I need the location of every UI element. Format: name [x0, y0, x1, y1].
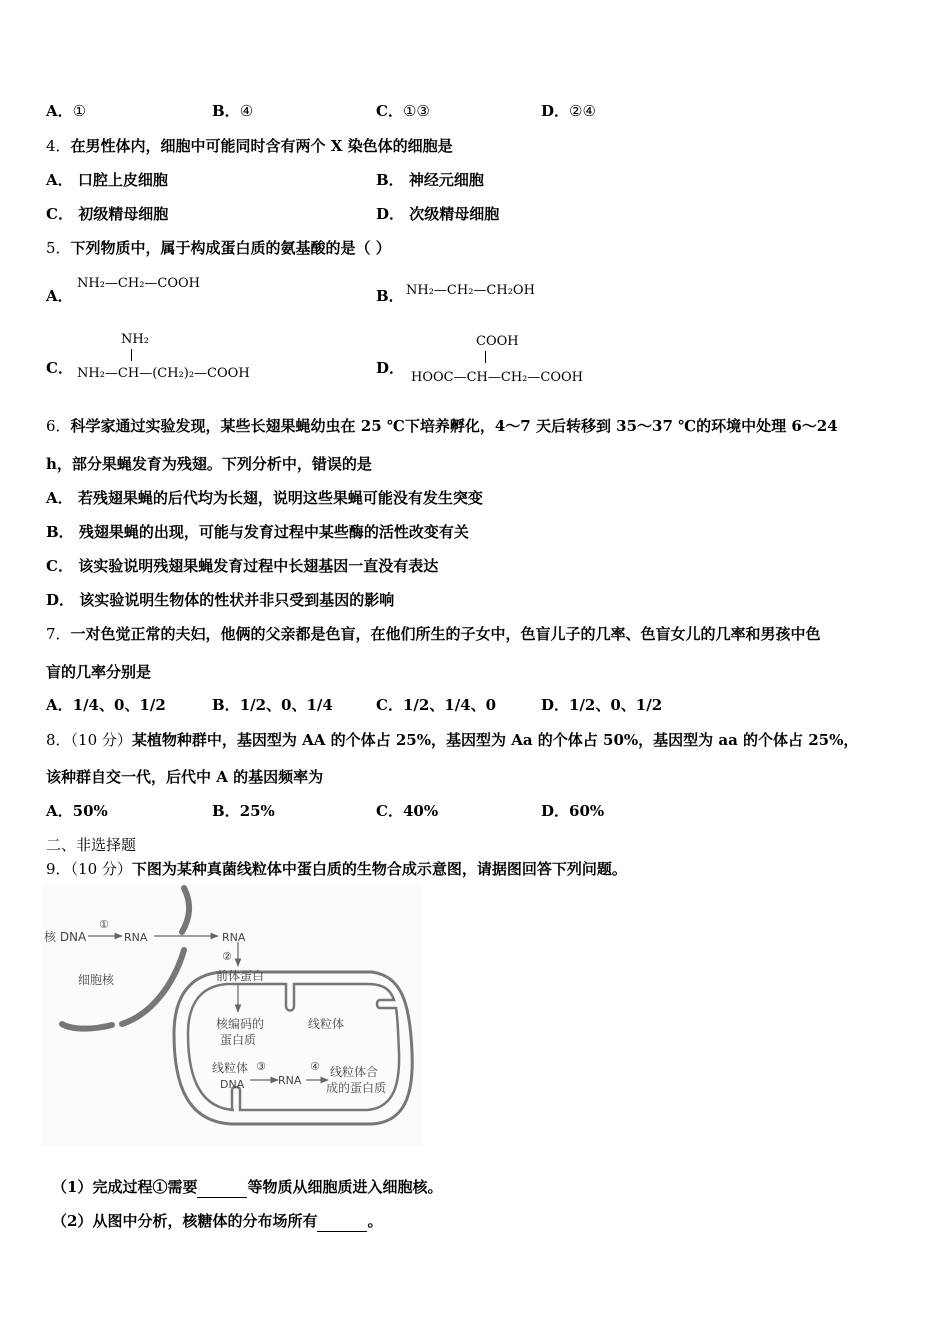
q4-option-b: B． 神经元细胞: [376, 171, 484, 189]
step4-label: ④: [310, 1060, 320, 1073]
rna2-label: RNA: [222, 931, 246, 944]
q6-option-d: D． 该实验说明生物体的性状并非只受到基因的影响: [46, 591, 395, 609]
step2-label: ②: [222, 950, 232, 963]
q9-sub2: （2）从图中分析，核糖体的分布场所有 。: [52, 1212, 383, 1230]
nuclear-coded-label-1: 核编码的: [216, 1017, 265, 1031]
q5-option-a-label: A．: [46, 287, 73, 305]
q5-stem: 5．下列物质中，属于构成蛋白质的氨基酸的是（ ）: [46, 239, 391, 257]
q5-option-d-top: COOH: [476, 334, 519, 349]
mitochondrion-label: 线粒体: [308, 1017, 345, 1031]
q4-option-a: A． 口腔上皮细胞: [46, 171, 168, 189]
q9-stem: 9．（10 分）下图为某种真菌线粒体中蛋白质的生物合成示意图，请据图回答下列问题。: [46, 860, 627, 878]
mito-protein-label-1: 线粒体合: [330, 1065, 379, 1079]
nucleus-label: 细胞核: [78, 973, 115, 987]
q6-stem-line1: 6．科学家通过实验发现，某些长翅果蝇幼虫在 25 ℃下培养孵化，4～7 天后转移到 35～37 ℃的环境中处理 6～24: [46, 417, 838, 435]
q5-option-d-label: D．: [376, 359, 405, 377]
section-title: 二、非选择题: [46, 836, 137, 854]
q6-stem-line2: h，部分果蝇发育为残翅。下列分析中，错误的是: [46, 455, 372, 473]
q9-sub1: （1）完成过程①需要 等物质从细胞质进入细胞核。: [52, 1178, 443, 1196]
q5-option-c-top: NH₂: [121, 332, 149, 347]
mito-protein-label-2: 成的蛋白质: [326, 1081, 387, 1095]
q4-option-d: D． 次级精母细胞: [376, 205, 500, 223]
mito-dna-label-2: DNA: [220, 1078, 245, 1091]
q8-stem-line1: 8．（10 分）某植物种群中，基因型为 AA 的个体占 25%，基因型为 Aa 的个体占 50%，基因型为 aa 的个体占 25%，: [46, 731, 859, 749]
q3-option-d: D．②④: [541, 102, 596, 120]
q5-option-c-bond: [131, 349, 132, 361]
q6-option-c: C． 该实验说明残翅果蝇发育过程中长翅基因一直没有表达: [46, 557, 439, 575]
q9-sub1-blank[interactable]: [197, 1177, 247, 1198]
q5-option-b-formula: NH₂—CH₂—CH₂OH: [406, 283, 535, 298]
step3-label: ③: [256, 1060, 266, 1073]
q3-option-b: B．④: [212, 102, 254, 120]
q7-stem-line1: 7．一对色觉正常的夫妇，他俩的父亲都是色盲，在他们所生的子女中，色盲儿子的几率、色盲女儿的几率和男孩中色: [46, 625, 821, 643]
q5-option-c-formula: NH₂—CH—(CH₂)₂—COOH: [77, 366, 250, 381]
q8-option-c: C．40%: [376, 802, 439, 820]
q4-option-c: C． 初级精母细胞: [46, 205, 169, 223]
rna3-label: RNA: [278, 1074, 302, 1087]
step1-label: ①: [99, 918, 109, 931]
q6-option-b: B． 残翅果蝇的出现，可能与发育过程中某些酶的活性改变有关: [46, 523, 469, 541]
mitochondria-protein-diagram: [42, 884, 422, 1146]
q7-option-a: A．1/4、0、1/2: [46, 696, 166, 714]
rna1-label: RNA: [124, 931, 148, 944]
q5-option-d-formula: HOOC—CH—CH₂—COOH: [411, 370, 583, 385]
q3-option-c: C．①③: [376, 102, 430, 120]
q8-stem-line2: 该种群自交一代，后代中 A 的基因频率为: [46, 768, 324, 786]
q5-option-c-label: C．: [46, 359, 73, 377]
q3-option-a: A．①: [46, 102, 87, 120]
nuclear-dna-label: 核 DNA: [44, 930, 87, 944]
q8-option-b: B．25%: [212, 802, 275, 820]
q5-option-a-formula: NH₂—CH₂—COOH: [77, 276, 201, 291]
q5-option-b-label: B．: [376, 287, 404, 305]
q7-option-c: C．1/2、1/4、0: [376, 696, 497, 714]
q4-stem: 4．在男性体内，细胞中可能同时含有两个 X 染色体的细胞是: [46, 137, 453, 155]
q8-option-d: D．60%: [541, 802, 605, 820]
q9-sub2-blank[interactable]: [317, 1211, 367, 1232]
q7-option-b: B．1/2、0、1/4: [212, 696, 333, 714]
nuclear-coded-label-2: 蛋白质: [220, 1033, 257, 1047]
q7-stem-line2: 盲的几率分别是: [46, 663, 152, 681]
q8-option-a: A．50%: [46, 802, 108, 820]
q6-option-a: A． 若残翅果蝇的后代均为长翅，说明这些果蝇可能没有发生突变: [46, 489, 483, 507]
mito-dna-label-1: 线粒体: [212, 1061, 249, 1075]
q7-option-d: D．1/2、0、1/2: [541, 696, 663, 714]
precursor-protein-label: 前体蛋白: [216, 969, 265, 983]
q5-option-d-bond: [485, 351, 486, 363]
